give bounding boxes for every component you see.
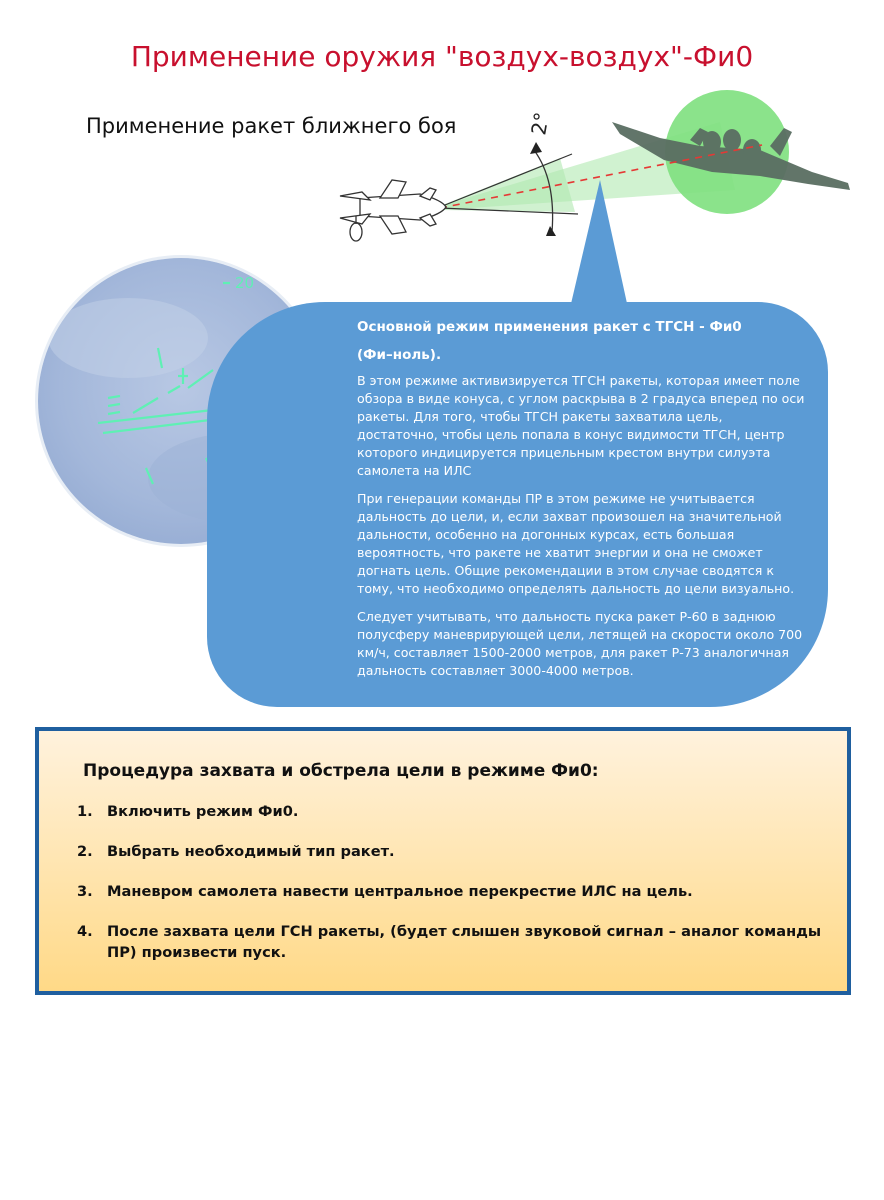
procedure-step <box>77 841 837 862</box>
info-paragraph: При генерации команды ПР в этом режиме не учитывается дальность до цели, и, если захват произошел на значительной дальности, особенно на догонных курсах, есть большая вероятность, что ракете не хватит энергии и она не сможет догнать цель. Общие рекомендации в этом случае сводятся к тому, что необходимо определять дальность до цели визуально. <box>357 491 795 596</box>
procedure-box <box>35 727 851 995</box>
step-text: Маневром самолета навести центральное перекрестие ИЛС на цель. <box>107 883 693 900</box>
step-number: 2. <box>77 843 93 860</box>
info-text-block <box>357 316 805 690</box>
step-text: Включить режим Фи0. <box>107 803 299 820</box>
step-number: 1. <box>77 803 93 820</box>
step-number: 3. <box>77 883 93 900</box>
info-heading: Основной режим применения ракет с ТГСН - Фи0 <box>357 319 742 335</box>
info-paragraph: В этом режиме активизируется ТГСН ракеты, которая имеет поле обзора в виде конуса, с углом раскрыва в 2 градуса вперед по оси ракеты. Для того, чтобы ТГСН ракеты захватила цель, достаточно, чтобы цель попала в конус видимости ТГСН, центр которого индицируется прицельным крестом внутри силуэта самолета на ИЛС <box>357 373 805 478</box>
procedure-steps <box>77 801 837 982</box>
step-number: 4. <box>77 923 93 940</box>
hud-scale-label: 20 <box>235 274 255 292</box>
angle-label: 2° <box>526 110 554 137</box>
info-heading-sub: (Фи–ноль). <box>357 347 442 363</box>
procedure-step <box>77 801 837 822</box>
procedure-title: Процедура захвата и обстрела цели в режиме Фи0: <box>83 761 599 781</box>
missile-icon <box>340 180 446 241</box>
page-title: Применение оружия "воздух-воздух"-Фи0 <box>130 40 754 73</box>
procedure-step <box>77 881 837 902</box>
step-text: После захвата цели ГСН ракеты, (будет слышен звуковой сигнал – аналог команды ПР) произвести пуск. <box>107 923 822 961</box>
section-subtitle: Применение ракет ближнего боя <box>86 114 457 138</box>
info-paragraph: Следует учитывать, что дальность пуска ракет Р-60 в заднюю полусферу маневрирующей цели, летящей на скорости около 700 км/ч, составляет 1500-2000 метров, для ракет Р-73 аналогичная дальность составляет 3000-4000 метров. <box>357 609 803 678</box>
procedure-step <box>77 921 837 963</box>
step-text: Выбрать необходимый тип ракет. <box>107 843 395 860</box>
